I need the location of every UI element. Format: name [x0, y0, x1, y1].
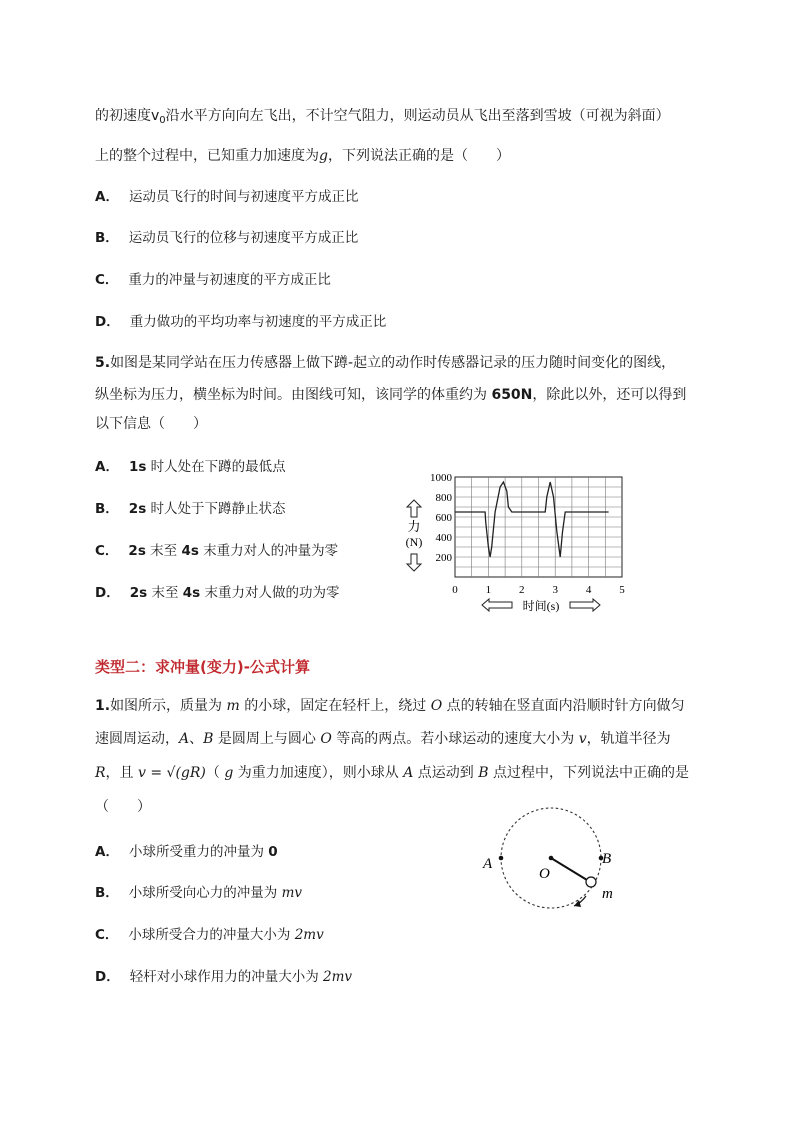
option-label: D． — [95, 585, 120, 601]
x-tick-label: 2 — [519, 584, 525, 596]
y-axis-label-char: 力 — [407, 519, 421, 534]
q5-option-a[interactable] — [95, 458, 286, 476]
q1-option-b[interactable] — [95, 884, 302, 902]
option-label: C． — [95, 927, 119, 943]
q4-line1-post: 沿水平方向向左飞出，不计空气阻力，则运动员从飞出至落到雪坡（可视为斜面） — [165, 108, 670, 124]
q4-line2-post: ，下列说法正确的是（ ） — [327, 148, 510, 164]
q5-stem-line3 — [95, 415, 207, 433]
option-label: B． — [95, 885, 119, 901]
option-text: 时人处于下蹲静止状态 — [146, 501, 286, 517]
option-label: B． — [95, 230, 119, 246]
q1-text: 点运动到 — [413, 765, 479, 781]
q1-b-symbol: B — [478, 765, 489, 781]
q1-text: 如图所示，质量为 — [110, 698, 227, 714]
q1-text: 、 — [189, 731, 204, 747]
q1-answer-bracket: （ ） — [95, 799, 151, 815]
arrow-head-icon — [574, 900, 581, 907]
down-arrow-icon — [407, 554, 421, 571]
x-axis-label-group — [482, 598, 600, 613]
q4-line2: 上的整个过程中，已知重力加速度为 — [95, 148, 319, 164]
option-text: 小球所受合力的冲量大小为 — [128, 927, 295, 943]
q1-b-symbol: B — [203, 731, 214, 747]
q1-stem-line1 — [95, 697, 685, 715]
option-label: A． — [95, 844, 119, 860]
option-text: 轻杆对小球作用力的冲量大小为 — [129, 969, 324, 985]
option-value: mv — [281, 885, 303, 901]
option-text: 重力做功的平均功率与初速度的平方成正比 — [129, 314, 387, 330]
option-value: 4s — [182, 585, 201, 601]
q1-text: ，轨道半径为 — [586, 731, 671, 747]
q5-weight-value: 650N — [491, 387, 533, 403]
option-text: 时人处在下蹲的最低点 — [146, 459, 286, 475]
option-value: 2s — [128, 543, 146, 559]
force-series-line — [455, 482, 609, 557]
option-value: 0 — [268, 844, 278, 860]
q1-text: 为重力加速度），则小球从 — [233, 765, 404, 781]
q5-line1: 如图是某同学站在压力传感器上做下蹲-起立的动作时传感器记录的压力随时间变化的图线， — [110, 355, 676, 371]
q1-text: 点的转轴在竖直面内沿顺时针方向做匀 — [442, 698, 685, 714]
q1-text: 速圆周运动， — [95, 731, 179, 747]
point-a-dot — [499, 856, 504, 861]
option-text: 运动员飞行的位移与初速度平方成正比 — [128, 230, 359, 246]
option-label: D． — [95, 314, 120, 330]
option-text: 末至 — [145, 543, 182, 559]
y-tick-label: 200 — [435, 552, 452, 564]
option-label: A． — [95, 459, 119, 475]
q5-option-b[interactable] — [95, 500, 286, 518]
label-a: A — [483, 856, 493, 872]
x-tick-label: 5 — [619, 584, 625, 596]
x-tick-label: 0 — [452, 584, 458, 596]
label-o: O — [539, 866, 550, 882]
option-text: 末重力对人做的功为零 — [200, 585, 340, 601]
y-tick-label: 400 — [435, 532, 452, 544]
q4-option-a[interactable] — [95, 188, 358, 206]
q1-number: 1. — [95, 698, 111, 714]
q4-v0-subscript: 0 — [159, 115, 166, 126]
option-value: 2s — [129, 585, 148, 601]
q5-line2-pre: 纵坐标为压力，横坐标为时间。由图线可知，该同学的体重约为 — [95, 387, 492, 403]
q1-formula: v = √(gR) — [138, 765, 206, 781]
q1-r-symbol: R — [95, 765, 106, 781]
option-text: 重力的冲量与初速度的平方成正比 — [128, 272, 331, 288]
q1-text: 的小球，固定在轻杆上，绕过 — [239, 698, 431, 714]
option-label: D． — [95, 969, 120, 985]
option-label: C． — [95, 543, 119, 559]
option-text: 末重力对人的冲量为零 — [198, 543, 339, 559]
y-axis-label-group — [406, 500, 423, 571]
q5-stem-line1 — [95, 354, 675, 372]
option-value: 4s — [181, 543, 199, 559]
q4-stem-line1 — [95, 107, 670, 130]
y-tick-label: 600 — [435, 512, 452, 524]
right-arrow-icon — [570, 599, 600, 611]
q5-stem-line2 — [95, 386, 686, 404]
label-m: m — [602, 886, 613, 902]
x-tick-label: 1 — [485, 584, 492, 596]
option-label: C． — [95, 272, 119, 288]
option-label: B． — [95, 501, 119, 517]
q1-a-symbol: A — [179, 731, 190, 747]
label-b: B — [602, 851, 612, 867]
option-text: 末至 — [147, 585, 183, 601]
q1-v-symbol: v — [578, 731, 587, 747]
q5-line2-post: ，除此以外，还可以得到 — [532, 387, 687, 403]
option-text: 运动员飞行的时间与初速度平方成正比 — [128, 189, 359, 205]
circular-motion-diagram — [478, 788, 638, 938]
light-rod — [551, 858, 587, 880]
q4-option-d[interactable] — [95, 313, 386, 331]
q4-g-symbol: g — [319, 148, 328, 164]
option-value: 1s — [128, 459, 147, 475]
y-axis-label-unit: (N) — [405, 535, 423, 549]
q1-o-symbol: O — [430, 698, 443, 714]
force-time-chart — [395, 465, 655, 615]
q1-text: 是圆周上与圆心 — [213, 731, 321, 747]
q4-line1-pre: 的初速度v — [95, 108, 160, 124]
option-value: 2s — [128, 501, 147, 517]
q5-line3: 以下信息（ ） — [95, 416, 207, 432]
option-value: 2mv — [323, 969, 353, 985]
q1-g-symbol: g — [224, 765, 234, 781]
q1-stem-line2 — [95, 730, 671, 748]
q4-option-b[interactable] — [95, 229, 358, 247]
option-label: A． — [95, 189, 119, 205]
y-tick-label: 800 — [435, 492, 452, 504]
option-text: 小球所受向心力的冲量为 — [128, 885, 282, 901]
section-heading: 类型二：求冲量(变力)-公式计算 — [95, 658, 310, 676]
q1-option-c[interactable] — [95, 926, 324, 944]
q1-text: （ — [205, 765, 225, 781]
q1-option-a[interactable] — [95, 843, 278, 861]
q1-stem-line4 — [95, 798, 151, 816]
q1-option-d[interactable] — [95, 968, 352, 986]
q5-option-c[interactable] — [95, 542, 338, 560]
q1-a-symbol: A — [403, 765, 414, 781]
q1-o-symbol: O — [320, 731, 332, 747]
q5-option-d[interactable] — [95, 584, 339, 602]
option-value: 2mv — [294, 927, 324, 943]
q4-stem-line2 — [95, 147, 510, 165]
x-axis-label: 时间(s) — [522, 599, 560, 613]
q1-text: 等高的两点。若小球运动的速度大小为 — [331, 731, 579, 747]
x-tick-label: 4 — [585, 584, 592, 596]
q1-m-symbol: m — [226, 698, 240, 714]
q1-stem-line3 — [95, 764, 689, 782]
q1-text: 点过程中，下列说法中正确的是 — [488, 765, 689, 781]
option-text: 小球所受重力的冲量为 — [128, 844, 269, 860]
q5-number: 5. — [95, 355, 111, 371]
y-tick-label: 1000 — [430, 472, 452, 484]
up-arrow-icon — [407, 500, 421, 517]
q1-text: ，且 — [105, 765, 138, 781]
ball — [586, 877, 596, 887]
left-arrow-icon — [482, 599, 512, 611]
q4-option-c[interactable] — [95, 271, 331, 289]
x-tick-label: 3 — [552, 584, 558, 596]
